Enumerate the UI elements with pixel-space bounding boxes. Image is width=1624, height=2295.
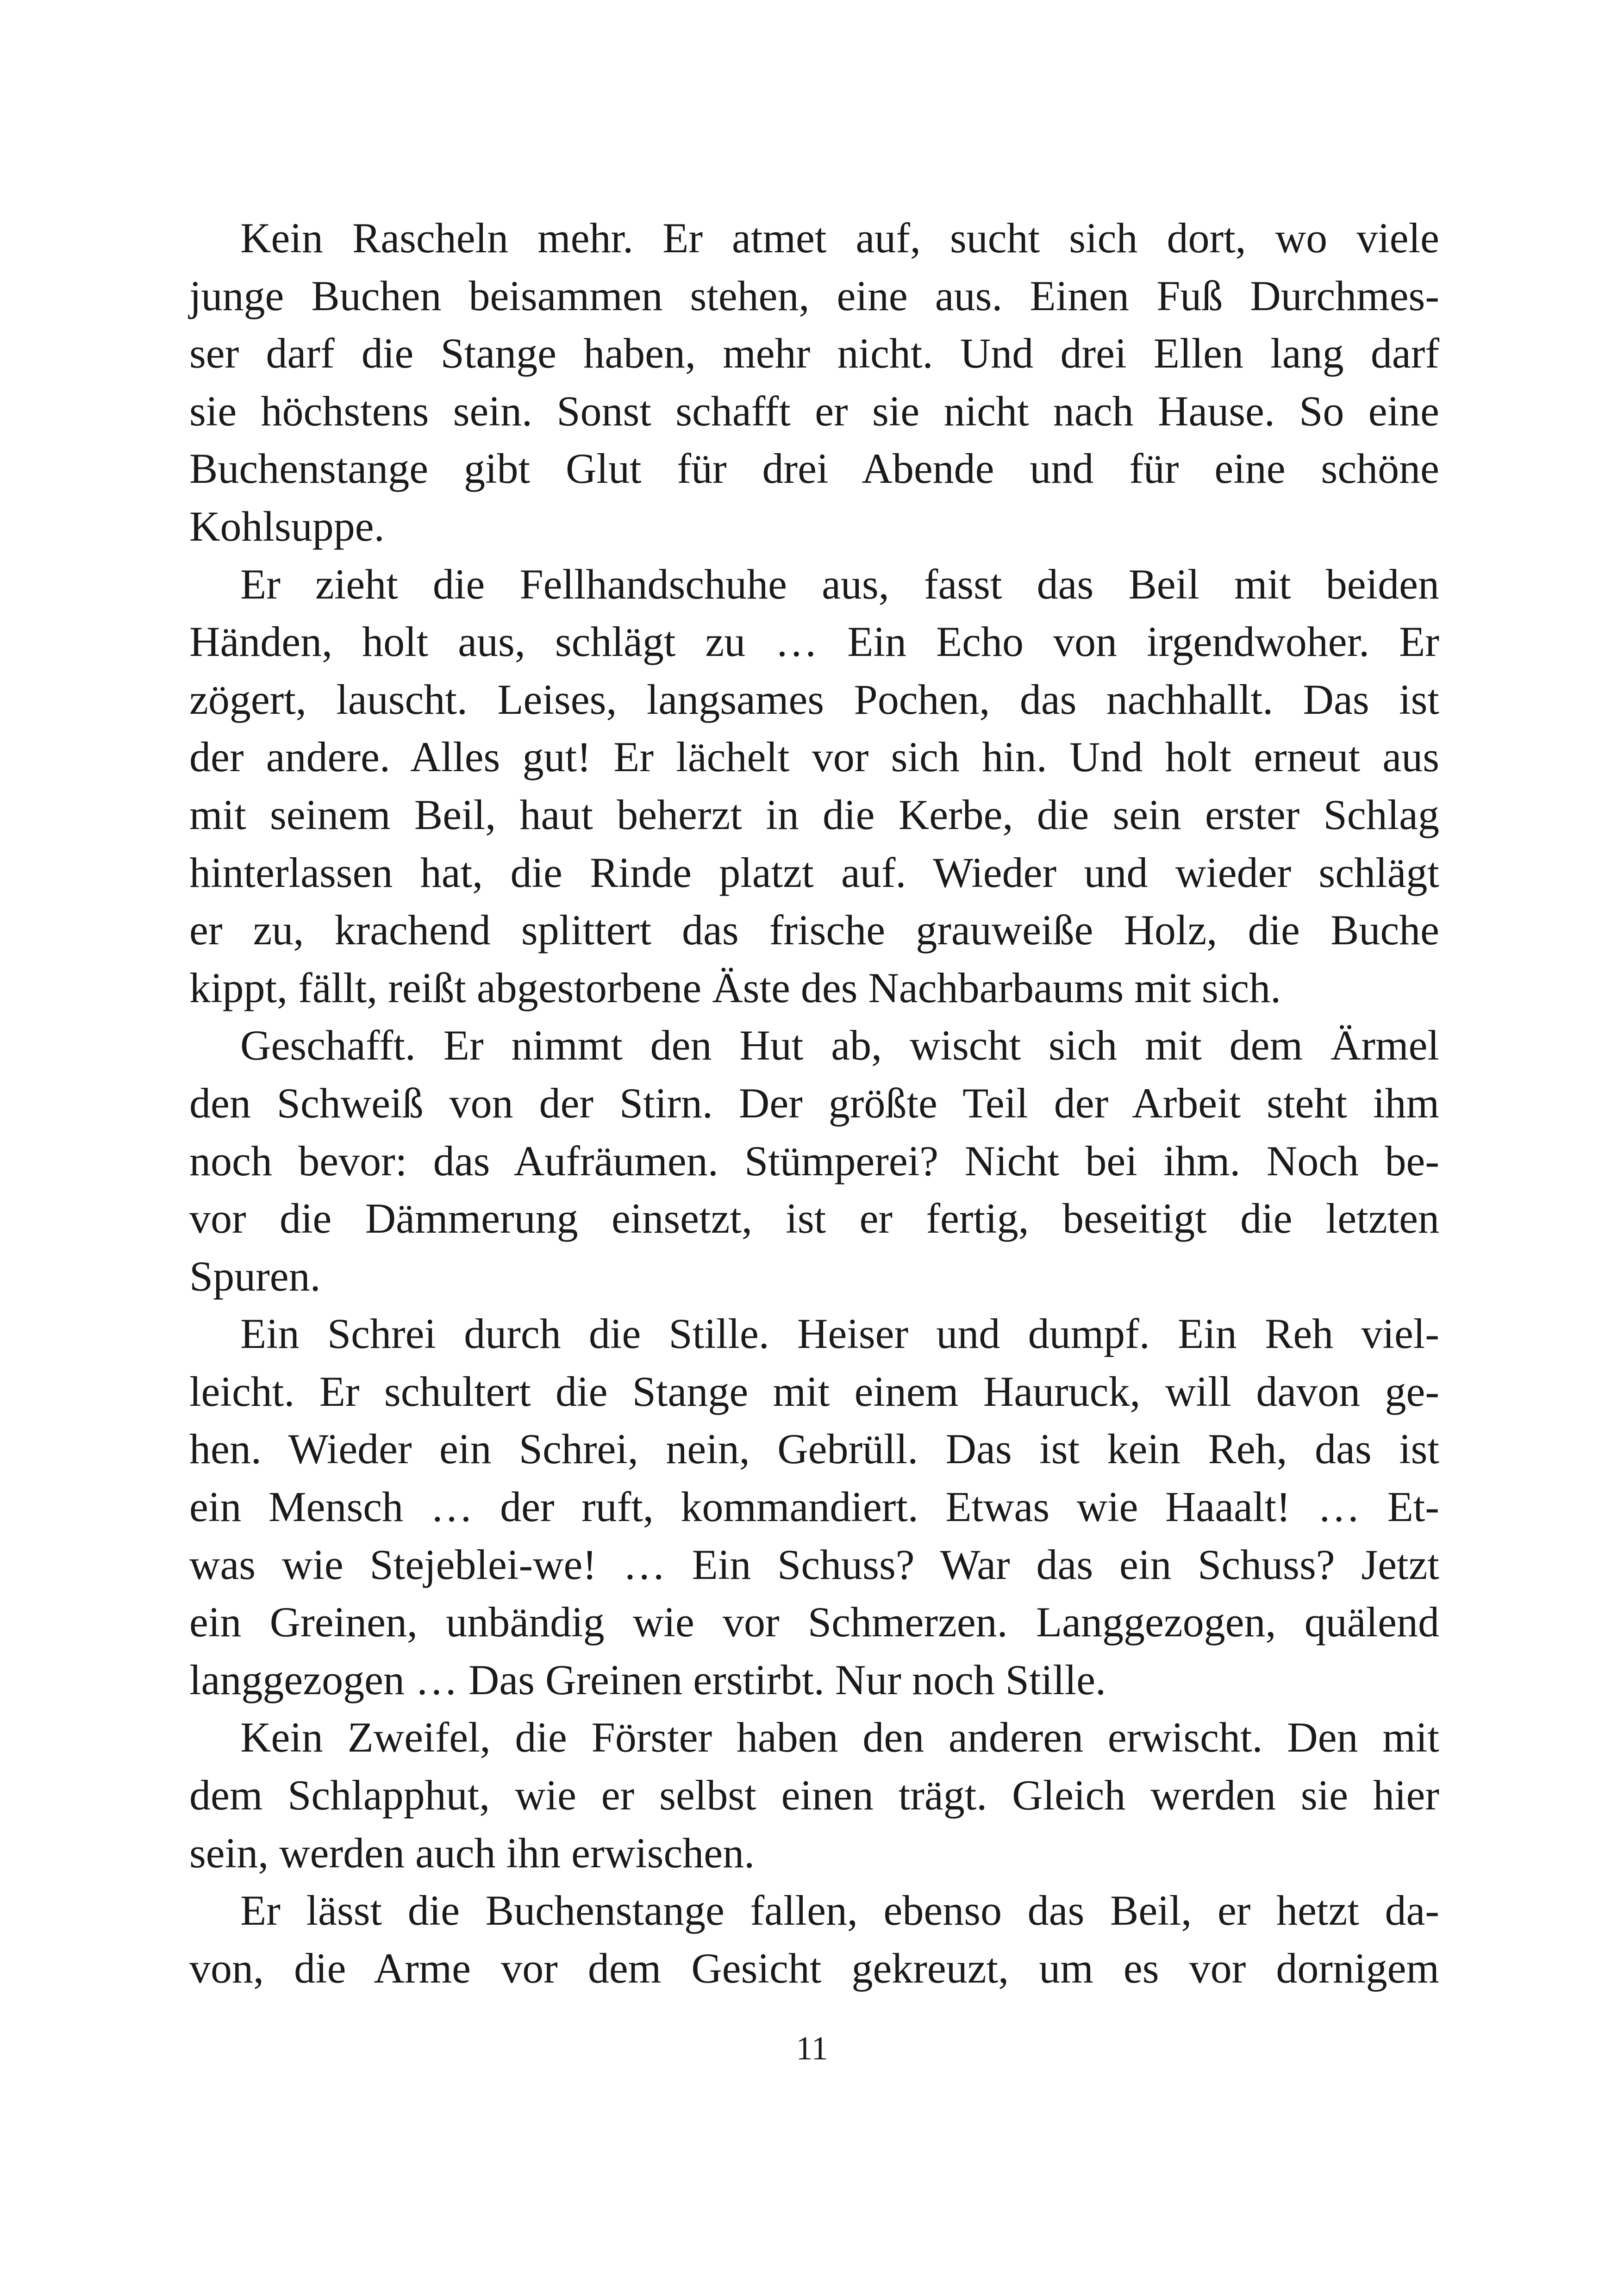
text-line: der andere. Alles gut! Er lächelt vor sich hin. Und holt erneut aus — [189, 733, 1439, 781]
paragraph-5 — [189, 1709, 1439, 1882]
text-line: zögert, lauscht. Leises, langsames Pochen, das nachhallt. Das ist — [189, 675, 1439, 723]
paragraph-1 — [189, 209, 1439, 555]
paragraph-3 — [189, 1017, 1439, 1305]
text-line: sie höchstens sein. Sonst schafft er sie nicht nach Hause. So eine — [189, 387, 1439, 435]
text-line: Händen, holt aus, schlägt zu … Ein Echo von irgendwoher. Er — [189, 618, 1439, 666]
text-line: Kein Zweifel, die Förster haben den anderen erwischt. Den mit — [240, 1714, 1439, 1761]
text-line: ein Greinen, unbändig wie vor Schmerzen. Langgezogen, quälend — [189, 1598, 1439, 1646]
text-line: Er lässt die Buchenstange fallen, ebenso das Beil, er hetzt da- — [240, 1887, 1439, 1934]
text-line: Spuren. — [189, 1252, 321, 1300]
text-line: Ein Schrei durch die Stille. Heiser und dumpf. Ein Reh viel- — [240, 1310, 1439, 1358]
text-line: hinterlassen hat, die Rinde platzt auf. Wieder und wieder schlägt — [189, 848, 1439, 896]
text-line: Kein Rascheln mehr. Er atmet auf, sucht sich dort, wo viele — [240, 214, 1439, 262]
text-line: vor die Dämmerung einsetzt, ist er fertig, beseitigt die letzten — [189, 1195, 1439, 1242]
text-line: Kohlsuppe. — [189, 502, 385, 550]
text-line: langgezogen … Das Greinen erstirbt. Nur noch Stille. — [189, 1656, 1106, 1703]
paragraph-2 — [189, 555, 1439, 1017]
paragraph-6 — [189, 1882, 1439, 1997]
text-line: sein, werden auch ihn erwischen. — [189, 1829, 755, 1877]
text-line: ser darf die Stange haben, mehr nicht. Und drei Ellen lang darf — [189, 330, 1439, 377]
page-number: 11 — [796, 2030, 828, 2067]
text-line: was wie Stejeblei-we! … Ein Schuss? War das ein Schuss? Jetzt — [189, 1540, 1439, 1588]
text-line: er zu, krachend splittert das frische grauweiße Holz, die Buche — [189, 906, 1439, 954]
text-line: noch bevor: das Aufräumen. Stümperei? Nicht bei ihm. Noch be- — [189, 1137, 1439, 1185]
text-line: von, die Arme vor dem Gesicht gekreuzt, um es vor dornigem — [189, 1944, 1439, 1992]
text-line: hen. Wieder ein Schrei, nein, Gebrüll. Das ist kein Reh, das ist — [189, 1425, 1439, 1473]
text-line: kippt, fällt, reißt abgestorbene Äste des Nachbarbaums mit sich. — [189, 964, 1281, 1011]
text-line: Geschafft. Er nimmt den Hut ab, wischt sich mit dem Ärmel — [240, 1022, 1439, 1069]
text-line: den Schweiß von der Stirn. Der größte Teil der Arbeit steht ihm — [189, 1079, 1439, 1127]
text-line: Buchenstange gibt Glut für drei Abende und für eine schöne — [189, 445, 1439, 493]
text-line: Er zieht die Fellhandschuhe aus, fasst das Beil mit beiden — [240, 560, 1439, 608]
text-line: ein Mensch … der ruft, kommandiert. Etwas wie Haaalt! … Et- — [189, 1483, 1439, 1531]
text-line: dem Schlapphut, wie er selbst einen trägt. Gleich werden sie hier — [189, 1771, 1439, 1819]
text-line: leicht. Er schultert die Stange mit einem Hauruck, will davon ge- — [189, 1367, 1439, 1415]
paragraph-4 — [189, 1305, 1439, 1709]
text-line: mit seinem Beil, haut beherzt in die Kerbe, die sein erster Schlag — [189, 791, 1439, 838]
body-text — [189, 209, 1439, 1997]
text-line: junge Buchen beisammen stehen, eine aus. Einen Fuß Durchmes- — [189, 272, 1439, 319]
